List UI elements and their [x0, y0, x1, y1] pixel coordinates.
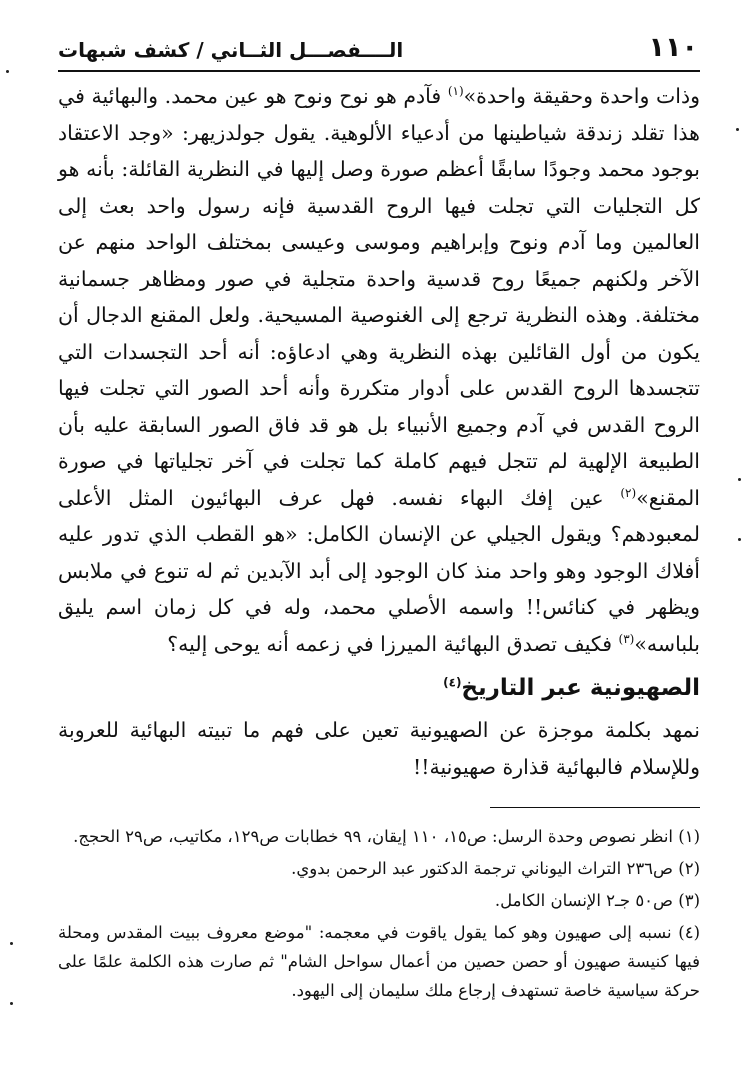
footnote: (٢) ص٢٣٦ التراث اليوناني ترجمة الدكتور عبد الرحمن بدوي.: [291, 859, 700, 878]
footnote: (٣) ص٥٠ جـ٢ الإنسان الكامل.: [494, 891, 700, 910]
footnote: (١) انظر نصوص وحدة الرسل: ص١٥، ١١٠ إيقان، ٩٩ خطابات ص١٢٩، مكاتيب، ص٢٩ الحجج.: [73, 827, 700, 846]
footnote-divider: [490, 807, 700, 808]
main-text: [58, 78, 700, 785]
footnote-ref[interactable]: (١): [447, 84, 464, 99]
footnote-ref[interactable]: (٤): [443, 675, 462, 690]
book-page: [58, 30, 700, 1008]
paragraph: [58, 78, 700, 662]
scan-speck: [10, 1002, 13, 1005]
paragraph-text: فآدم هو نوح ونوح هو عين محمد. والبهائية في هذا تقلد زندقة شياطينها من أدعياء الألوهية. يقول جولدزيهر: «وجد الاعتقاد بوجود محمد وجودًا سابقًا أعظم صورة وصل إليها في النظرية القائلة: بأنه هو كل التجليات التي تجلت فيها الروح القدسية فإنه رسول واحد بعث إلى العالمين وما آدم ونوح وإبراهيم وموسى وعيسى بمختلف الواحد منهم عن الآخر ولكنهم جميعًا روح قدسية واحدة متجلية في صور ومظاهر جسمانية مختلفة. وهذه النظرية ترجع إلى الغنوصية المسيحية. ولعل المقنع الدجال أن يكون من أول القائلين بهذه النظرية وهي ادعاؤه: أنه أحد التجسدات التي تتجسدها الروح القدس على أدوار متكررة وأنه أحد الصور التي تجلت فيها الروح القدس في آدم وجميع الأنبياء بل هو قد فاق الصور السابقة عليه بأن الطبيعة الإلهية لم تتجل فيهم كاملة كما تجلت في آخر تجلياتها في صورة المقنع»: [58, 84, 700, 510]
scan-speck: [736, 128, 739, 131]
scan-speck: [738, 478, 741, 481]
scan-speck: [10, 942, 13, 945]
paragraph-text: وذات واحدة وحقيقة واحدة»: [463, 84, 701, 108]
section-heading: [58, 670, 700, 706]
footnote-ref[interactable]: (٣): [618, 631, 635, 646]
running-title: الــــفصـــل الثــاني / كشف شبهات: [58, 38, 404, 62]
scan-speck: [6, 70, 9, 73]
section-heading-text: الصهيونية عبر التاريخ: [461, 675, 700, 701]
scan-speck: [738, 538, 741, 541]
page-number: ١١٠: [648, 32, 698, 63]
page-header: [58, 30, 700, 72]
section-paragraph: نمهد بكلمة موجزة عن الصهيونية تعين على فهم ما تبيته البهائية للعروبة وللإسلام فالبهائية قذارة صهيونية!!: [58, 718, 700, 779]
footnotes: [58, 822, 700, 1005]
footnote-ref[interactable]: (٢): [620, 485, 637, 500]
footnote: (٤) نسبه إلى صهيون وهو كما يقول ياقوت في معجمه: "موضع معروف ببيت المقدس ومحلة فيها كنيسة صهيون أو حصن حصين من أعمال سواحل الشام" ثم صارت هذه الكلمة علمًا على حركة سياسية خاصة تستهدف إرجاع ملك سليمان إلى اليهود.: [58, 923, 700, 1000]
paragraph-text: عين إفك البهاء نفسه. فهل عرف البهائيون المثل الأعلى لمعبودهم؟ ويقول الجيلي عن الإنسان الكامل: «هو القطب الذي تدور عليه أفلاك الوجود وهو واحد منذ كان الوجود إلى أبد الآبدين ثم له تنوع في ملابس ويظهر في كنائس!! واسمه الأصلي محمد، وله في كل زمان اسم يليق بلباسه»: [58, 485, 700, 656]
paragraph-text: فكيف تصدق البهائية الميرزا في زعمه أنه يوحى إليه؟: [167, 631, 619, 656]
